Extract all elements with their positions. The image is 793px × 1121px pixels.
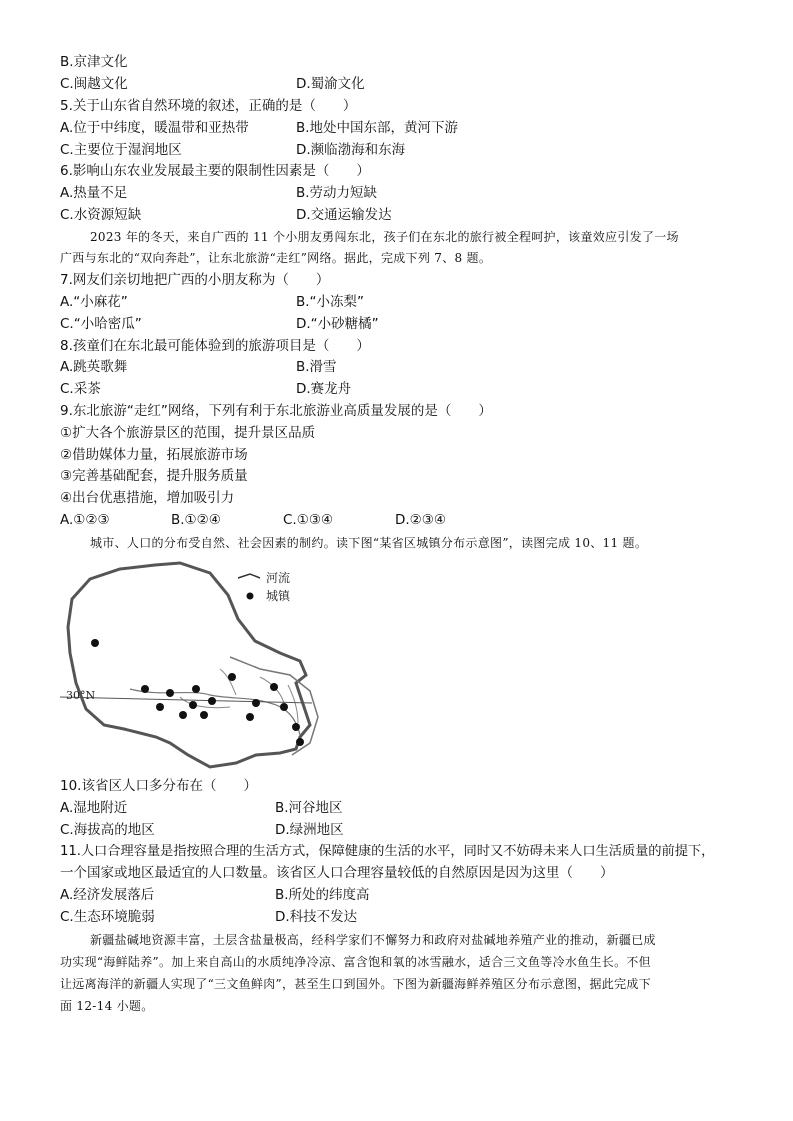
q11-option-a: A.经济发展落后	[60, 887, 155, 903]
question-7: 7.网友们亲切地把广西的小朋友称为（ ）	[60, 272, 330, 288]
q5-option-c: C.主要位于湿润地区	[60, 142, 182, 158]
q9-item-2: ②借助媒体力量，拓展旅游市场	[60, 447, 248, 463]
q10-option-a: A.湿地附近	[60, 800, 128, 816]
q6-option-a: A.热量不足	[60, 185, 128, 201]
latitude-label-30n: 30°N	[66, 689, 96, 702]
q5-option-b: B.地处中国东部，黄河下游	[296, 120, 459, 136]
q9-item-3: ③完善基础配套，提升服务质量	[60, 468, 248, 484]
q5-option-d: D.濒临渤海和东海	[296, 142, 406, 158]
q7-option-b: B.“小冻梨”	[296, 294, 365, 310]
river-branch-1	[180, 697, 230, 708]
q7-option-a: A.“小麻花”	[60, 294, 128, 310]
town-marker	[141, 685, 149, 693]
town-marker	[192, 685, 200, 693]
town-marker	[296, 738, 304, 746]
town-marker	[200, 711, 208, 719]
q6-option-c: C.水资源短缺	[60, 207, 142, 223]
question-10: 10.该省区人口多分布在（ ）	[60, 778, 257, 794]
q11-option-d: D.科技不发达	[275, 909, 358, 925]
q8-option-c: C.采茶	[60, 381, 101, 397]
option-d-shuyu: D.蜀渝文化	[296, 76, 365, 92]
q9-option-b: B.①②④	[171, 512, 221, 528]
town-marker	[208, 697, 216, 705]
town-marker	[189, 701, 197, 709]
river-branch-2	[220, 669, 236, 695]
question-8: 8.孩童们在东北最可能体验到的旅游项目是（ ）	[60, 338, 370, 354]
province-town-map	[60, 557, 378, 771]
river-main	[130, 689, 300, 735]
passage-3-line-2: 功实现“海鲜陆养”。加上来自高山的水质纯净冷凉、富含饱和氧的冰雪融水，适合三文鱼等冷水鱼生长。不但	[60, 955, 651, 969]
passage-3-line-1: 新疆盐碱地资源丰富，土层含盐量极高，经科学家们不懈努力和政府对盐碱地养殖产业的推动，新疆已成	[90, 933, 656, 947]
town-marker	[252, 699, 260, 707]
town-marker	[270, 683, 278, 691]
q6-option-b: B.劳动力短缺	[296, 185, 378, 201]
q8-option-b: B.滑雪	[296, 359, 337, 375]
q7-option-d: D.“小砂糖橘”	[296, 316, 379, 332]
town-marker	[156, 703, 164, 711]
option-c-minyue: C.闽越文化	[60, 76, 128, 92]
legend-river-label: 河流	[266, 571, 291, 585]
passage-1-line-2: 广西与东北的“双向奔赴”，让东北旅游“走红”网络。据此，完成下列 7、8 题。	[60, 251, 492, 265]
passage-3-line-3: 让远离海洋的新疆人实现了“三文鱼鲜肉”，甚至生口到国外。下图为新疆海鲜养殖区分布示意图，据此完成下	[60, 977, 651, 991]
town-marker	[280, 703, 288, 711]
town-marker	[91, 639, 99, 647]
question-11-line-1: 11.人口合理容量是指按照合理的生活方式，保障健康的生活的水平，同时又不妨碍未来人口生活质量的前提下，	[60, 844, 715, 859]
question-5: 5.关于山东省自然环境的叙述，正确的是（ ）	[60, 98, 357, 114]
q6-option-d: D.交通运输发达	[296, 207, 392, 223]
town-marker	[179, 711, 187, 719]
question-11-line-2: 一个国家或地区最适宜的人口数量。该省区人口合理容量较低的自然原因是因为这里（ ）	[60, 865, 614, 881]
option-b-jingjin: B.京津文化	[60, 54, 128, 70]
q11-option-c: C.生态环境脆弱	[60, 909, 155, 925]
question-9: 9.东北旅游“走红”网络，下列有利于东北旅游业高质量发展的是（ ）	[60, 403, 492, 419]
town-marker	[228, 673, 236, 681]
q9-option-d: D.②③④	[395, 512, 446, 528]
q11-option-b: B.所处的纬度高	[275, 887, 370, 903]
q7-option-c: C.“小哈密瓜”	[60, 316, 142, 332]
q8-option-a: A.跳英歌舞	[60, 359, 128, 375]
q10-option-b: B.河谷地区	[275, 800, 343, 816]
q5-option-a: A.位于中纬度，暖温带和亚热带	[60, 120, 249, 136]
map-legend	[238, 570, 291, 603]
q8-option-d: D.赛龙舟	[296, 381, 352, 397]
passage-1-line-1: 2023 年的冬天，来自广西的 11 个小朋友勇闯东北，孩子们在东北的旅行被全程呵护，该童效应引发了一场	[90, 230, 679, 244]
q10-option-c: C.海拔高的地区	[60, 822, 155, 838]
q9-option-c: C.①③④	[283, 512, 334, 528]
legend-town-symbol	[247, 593, 254, 600]
q9-option-a: A.①②③	[60, 512, 110, 528]
q9-item-1: ①扩大各个旅游景区的范围，提升景区品质	[60, 425, 316, 441]
question-6: 6.影响山东农业发展最主要的限制性因素是（ ）	[60, 163, 370, 179]
legend-town-label: 城镇	[266, 589, 291, 603]
town-marker	[246, 713, 254, 721]
legend-river-symbol	[238, 574, 260, 578]
town-marker	[292, 723, 300, 731]
q9-item-4: ④出台优惠措施，增加吸引力	[60, 490, 235, 506]
passage-2: 城市、人口的分布受自然、社会因素的制约。读下图“某省区城镇分布示意图”，读图完成 10、11 题。	[90, 536, 648, 550]
passage-3-line-4: 面 12-14 小题。	[60, 999, 154, 1013]
q10-option-d: D.绿洲地区	[275, 822, 344, 838]
town-marker	[166, 689, 174, 697]
